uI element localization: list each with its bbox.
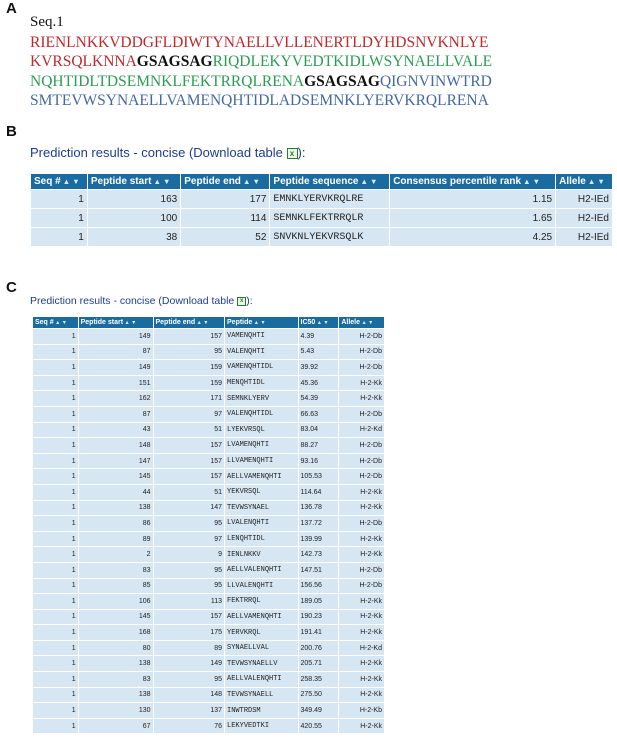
column-header-label: Peptide start xyxy=(80,319,124,326)
column-header-label: Peptide start xyxy=(90,176,152,187)
table-cell: 189.05 xyxy=(298,594,339,610)
table-cell: 1 xyxy=(33,500,79,516)
table-cell: H-2-Db xyxy=(339,453,385,469)
sequence-segment: KVRSQLKNNA xyxy=(30,53,137,70)
sequence-segment: RIQDLEKYVEDTKIDLWSYNAELLVALE xyxy=(212,53,493,70)
table-cell: 89 xyxy=(78,531,153,547)
table-cell: 258.35 xyxy=(298,672,339,688)
table-cell: 148 xyxy=(78,438,153,454)
table-cell: H-2-Kk xyxy=(339,718,385,734)
sort-arrows-icon[interactable]: ▲ ▼ xyxy=(151,177,171,186)
table-row xyxy=(33,422,385,438)
table-cell: H-2-Db xyxy=(339,516,385,532)
table-cell: 168 xyxy=(78,625,153,641)
table-row xyxy=(31,209,613,228)
table-cell: 138 xyxy=(78,687,153,703)
table-cell: H-2-Kk xyxy=(339,687,385,703)
table-cell: 4.25 xyxy=(390,228,556,247)
column-header-label: Seq # xyxy=(34,176,61,187)
table-cell: 147 xyxy=(78,453,153,469)
excel-icon[interactable]: x xyxy=(287,148,298,159)
table-row xyxy=(33,703,385,719)
table-cell: 113 xyxy=(153,594,225,610)
table-cell: VAMENQHTIDL xyxy=(225,360,299,376)
table-cell: 163 xyxy=(87,190,180,209)
table-cell: 1 xyxy=(33,687,79,703)
table-cell: 1.15 xyxy=(390,190,556,209)
table-cell: TEVWSYNAEL xyxy=(225,500,299,516)
table-cell: 85 xyxy=(78,578,153,594)
table-cell: 1 xyxy=(33,718,79,734)
table-cell: H-2-Db xyxy=(339,578,385,594)
table-row xyxy=(31,228,613,247)
table-cell: H-2-Kk xyxy=(339,484,385,500)
table-cell: H-2-Kd xyxy=(339,422,385,438)
table-cell: 275.50 xyxy=(298,687,339,703)
table-cell: H-2-Kk xyxy=(339,609,385,625)
table-cell: IENLNKKV xyxy=(225,547,299,563)
table-cell: 1 xyxy=(33,531,79,547)
sequence-segment: SMTEVWSYNAELLVAMENQHTIDLADSEMNKLYERVKRQLRENA xyxy=(30,92,489,109)
table-cell: H-2-Db xyxy=(339,344,385,360)
table-cell: 1 xyxy=(33,594,79,610)
title-suffix: ): xyxy=(246,295,253,307)
table-cell: 157 xyxy=(153,329,225,345)
table-cell: 1 xyxy=(33,609,79,625)
column-header-label: Peptide sequence xyxy=(273,176,359,187)
table-cell: 66.63 xyxy=(298,406,339,422)
table-cell: H2-IEd xyxy=(556,190,613,209)
table-cell: 1 xyxy=(33,625,79,641)
excel-icon[interactable]: x xyxy=(237,297,246,306)
table-row xyxy=(33,391,385,407)
table-cell: 1 xyxy=(33,375,79,391)
column-header-label: Peptide end xyxy=(155,319,196,326)
sort-arrows-icon[interactable]: ▲ ▼ xyxy=(358,177,378,186)
column-header[interactable] xyxy=(181,174,270,190)
table-cell: 1 xyxy=(33,453,79,469)
table-cell: 51 xyxy=(153,422,225,438)
table-row xyxy=(33,406,385,422)
table-cell: H-2-Db xyxy=(339,562,385,578)
table-cell: 105.53 xyxy=(298,469,339,485)
table-cell: 76 xyxy=(153,718,225,734)
table-cell: LLVAMENQHTI xyxy=(225,453,299,469)
table-cell: 52 xyxy=(181,228,270,247)
table-cell: 106 xyxy=(78,594,153,610)
table-cell: LYEKVRSQL xyxy=(225,422,299,438)
sequence-line xyxy=(30,52,492,72)
table-cell: 142.73 xyxy=(298,547,339,563)
table-row xyxy=(33,531,385,547)
table-cell: 149 xyxy=(78,329,153,345)
table-cell: 87 xyxy=(78,406,153,422)
table-cell: 1 xyxy=(33,329,79,345)
table-cell: 1 xyxy=(33,406,79,422)
table-row xyxy=(33,594,385,610)
column-header-label: Allele xyxy=(341,319,361,326)
table-row xyxy=(33,547,385,563)
sort-arrows-icon[interactable]: ▲ ▼ xyxy=(315,320,329,326)
table-cell: 95 xyxy=(153,344,225,360)
table-cell: 5.43 xyxy=(298,344,339,360)
table-cell: H-2-Kb xyxy=(339,703,385,719)
table-cell: 1 xyxy=(33,344,79,360)
table-row xyxy=(33,562,385,578)
table-row xyxy=(31,190,613,209)
sequence-line xyxy=(30,33,492,53)
table-cell: 1 xyxy=(33,672,79,688)
sort-arrows-icon[interactable]: ▲ ▼ xyxy=(360,320,374,326)
table-cell: 83 xyxy=(78,672,153,688)
table-cell: 114.64 xyxy=(298,484,339,500)
table-cell: H-2-Kk xyxy=(339,531,385,547)
table-cell: 88.27 xyxy=(298,438,339,454)
sort-arrows-icon[interactable]: ▲ ▼ xyxy=(585,177,605,186)
table-cell: 95 xyxy=(153,562,225,578)
table-cell: 137 xyxy=(153,703,225,719)
column-header-label: Peptide end xyxy=(184,176,241,187)
table-header-row xyxy=(33,317,385,329)
table-cell: 159 xyxy=(153,360,225,376)
column-header[interactable] xyxy=(33,317,79,329)
table-cell: 83 xyxy=(78,562,153,578)
download-table-link[interactable]: Download table xyxy=(193,145,283,160)
sort-arrows-icon[interactable]: ▲ ▼ xyxy=(521,177,541,186)
table-cell: 157 xyxy=(153,469,225,485)
sequence-segment: NQHTIDLTDSEMNKLFEKTRRQLRENA xyxy=(30,72,305,90)
table-cell: 130 xyxy=(78,703,153,719)
table-cell: 171 xyxy=(153,391,225,407)
results-table-b xyxy=(30,173,613,247)
sequence-line xyxy=(30,72,492,92)
column-header-label: Allele xyxy=(559,176,586,187)
table-cell: SYNAELLVAL xyxy=(225,640,299,656)
table-body xyxy=(31,190,613,247)
table-row xyxy=(33,469,385,485)
table-cell: 93.16 xyxy=(298,453,339,469)
table-row xyxy=(33,687,385,703)
linker-segment: GSAGSAG xyxy=(304,72,380,90)
table-cell: LLVALENQHTI xyxy=(225,578,299,594)
table-cell: EMNKLYERVKRQLRE xyxy=(270,190,390,209)
table-cell: 1.65 xyxy=(390,209,556,228)
table-cell: H-2-Kk xyxy=(339,500,385,516)
table-cell: 1 xyxy=(33,422,79,438)
sort-arrows-icon[interactable]: ▲ ▼ xyxy=(240,177,260,186)
table-cell: VAMENQHTI xyxy=(225,329,299,345)
table-cell: 147.51 xyxy=(298,562,339,578)
title-prefix: Prediction results - concise ( xyxy=(30,295,162,307)
table-row xyxy=(33,718,385,734)
panel-letter-a: A xyxy=(6,0,17,17)
table-cell: 138 xyxy=(78,500,153,516)
table-cell: 190.23 xyxy=(298,609,339,625)
table-cell: 136.78 xyxy=(298,500,339,516)
table-cell: 149 xyxy=(153,656,225,672)
table-cell: 86 xyxy=(78,516,153,532)
table-cell: INWTRDSM xyxy=(225,703,299,719)
table-cell: H2-IEd xyxy=(556,228,613,247)
table-cell: 145 xyxy=(78,609,153,625)
table-cell: 159 xyxy=(153,375,225,391)
table-cell: 1 xyxy=(31,209,88,228)
table-row xyxy=(33,640,385,656)
table-row xyxy=(33,672,385,688)
table-row xyxy=(33,516,385,532)
table-cell: 162 xyxy=(78,391,153,407)
table-cell: VALENQHTI xyxy=(225,344,299,360)
table-cell: 1 xyxy=(33,562,79,578)
table-cell: 67 xyxy=(78,718,153,734)
table-cell: 44 xyxy=(78,484,153,500)
download-table-link[interactable]: Download table xyxy=(161,295,235,307)
table-cell: 200.76 xyxy=(298,640,339,656)
table-cell: H-2-Kk xyxy=(339,375,385,391)
table-cell: H-2-Kk xyxy=(339,594,385,610)
table-row xyxy=(33,329,385,345)
table-cell: H-2-Kd xyxy=(339,640,385,656)
table-row xyxy=(33,453,385,469)
column-header[interactable] xyxy=(225,317,299,329)
table-row xyxy=(33,656,385,672)
table-cell: 1 xyxy=(33,391,79,407)
table-row xyxy=(33,578,385,594)
table-cell: 1 xyxy=(33,360,79,376)
results-table-c xyxy=(32,316,385,734)
table-cell: 147 xyxy=(153,500,225,516)
table-body xyxy=(33,329,385,734)
table-cell: 420.55 xyxy=(298,718,339,734)
table-cell: 157 xyxy=(153,453,225,469)
sort-arrows-icon[interactable]: ▲ ▼ xyxy=(252,320,266,326)
table-cell: 1 xyxy=(33,484,79,500)
table-cell: 1 xyxy=(33,547,79,563)
table-cell: 89 xyxy=(153,640,225,656)
sort-arrows-icon[interactable]: ▲ ▼ xyxy=(53,320,67,326)
column-header[interactable] xyxy=(270,174,390,190)
table-cell: 1 xyxy=(31,190,88,209)
sequence-title: Seq.1 xyxy=(30,14,64,30)
table-row xyxy=(33,500,385,516)
table-cell: 1 xyxy=(33,640,79,656)
table-cell: LVAMENQHTI xyxy=(225,438,299,454)
table-cell: 2 xyxy=(78,547,153,563)
table-cell: 80 xyxy=(78,640,153,656)
column-header-label: IC50 xyxy=(300,319,316,326)
table-cell: 157 xyxy=(153,609,225,625)
table-cell: H-2-Db xyxy=(339,360,385,376)
table-cell: LENQHTIDL xyxy=(225,531,299,547)
table-cell: VALENQHTIDL xyxy=(225,406,299,422)
table-row xyxy=(33,609,385,625)
table-row xyxy=(33,360,385,376)
table-cell: 139.99 xyxy=(298,531,339,547)
table-cell: H-2-Db xyxy=(339,469,385,485)
sequence-line xyxy=(30,91,492,111)
table-cell: H-2-Db xyxy=(339,329,385,345)
column-header-label: Consensus percentile rank xyxy=(393,176,522,187)
column-header[interactable] xyxy=(87,174,180,190)
panel-letter-b: B xyxy=(6,123,17,140)
table-cell: YERVKRQL xyxy=(225,625,299,641)
table-cell: TEVWSYNAELL xyxy=(225,687,299,703)
table-cell: 137.72 xyxy=(298,516,339,532)
table-cell: 1 xyxy=(33,703,79,719)
table-cell: LVALENQHTI xyxy=(225,516,299,532)
column-header-label: Seq # xyxy=(35,319,54,326)
table-cell: 191.41 xyxy=(298,625,339,641)
table-row xyxy=(33,484,385,500)
table-cell: 1 xyxy=(33,578,79,594)
column-header[interactable] xyxy=(298,317,339,329)
table-cell: SEMNKLYERV xyxy=(225,391,299,407)
table-cell: 95 xyxy=(153,578,225,594)
table-cell: 100 xyxy=(87,209,180,228)
linker-segment: GSAGSAG xyxy=(136,53,213,70)
table-cell: 54.39 xyxy=(298,391,339,407)
table-cell: TEVWSYNAELLV xyxy=(225,656,299,672)
sort-arrows-icon[interactable]: ▲ ▼ xyxy=(60,177,80,186)
sequence-lines xyxy=(30,33,492,111)
table-cell: 1 xyxy=(33,656,79,672)
column-header-label: Peptide xyxy=(227,319,253,326)
column-header[interactable] xyxy=(153,317,225,329)
table-cell: 175 xyxy=(153,625,225,641)
table-row xyxy=(33,438,385,454)
column-header[interactable] xyxy=(556,174,613,190)
prediction-title-c xyxy=(30,295,253,307)
table-row xyxy=(33,344,385,360)
table-cell: YEKVRSQL xyxy=(225,484,299,500)
table-cell: 1 xyxy=(33,516,79,532)
table-cell: 1 xyxy=(33,438,79,454)
table-cell: H2-IEd xyxy=(556,209,613,228)
sequence-block xyxy=(30,13,492,111)
table-cell: LEKYVEDTKI xyxy=(225,718,299,734)
column-header[interactable] xyxy=(78,317,153,329)
table-cell: 39.92 xyxy=(298,360,339,376)
table-cell: 177 xyxy=(181,190,270,209)
table-cell: 138 xyxy=(78,656,153,672)
table-cell: H-2-Db xyxy=(339,438,385,454)
table-cell: 87 xyxy=(78,344,153,360)
table-cell: MENQHTIDL xyxy=(225,375,299,391)
table-cell: AELLVALENQHTI xyxy=(225,562,299,578)
table-cell: 95 xyxy=(153,672,225,688)
table-cell: 156.56 xyxy=(298,578,339,594)
sequence-segment: QIGNVINWTRD xyxy=(379,72,492,90)
table-cell: H-2-Db xyxy=(339,406,385,422)
table-cell: 157 xyxy=(153,438,225,454)
table-cell: H-2-Kk xyxy=(339,656,385,672)
table-cell: AELLVAMENQHTI xyxy=(225,469,299,485)
table-cell: 145 xyxy=(78,469,153,485)
table-cell: SEMNKLFEKTRRQLR xyxy=(270,209,390,228)
table-row xyxy=(33,375,385,391)
table-cell: H-2-Kk xyxy=(339,391,385,407)
table-cell: 83.04 xyxy=(298,422,339,438)
table-cell: AELLVAMENQHTI xyxy=(225,609,299,625)
table-cell: 95 xyxy=(153,516,225,532)
column-header[interactable] xyxy=(390,174,556,190)
table-cell: FEKTRRQL xyxy=(225,594,299,610)
table-cell: 45.36 xyxy=(298,375,339,391)
title-suffix: ): xyxy=(297,145,306,160)
column-header[interactable] xyxy=(339,317,385,329)
column-header[interactable] xyxy=(31,174,88,190)
table-cell: 349.49 xyxy=(298,703,339,719)
table-cell: 149 xyxy=(78,360,153,376)
table-cell: 1 xyxy=(33,469,79,485)
table-cell: 9 xyxy=(153,547,225,563)
sequence-segment: RIENLNKKVDDGFLDIWTYNAELLVLLENERTLDYHDSNVKNLYE xyxy=(30,33,489,51)
title-prefix: Prediction results - concise ( xyxy=(30,145,194,160)
table-cell: 114 xyxy=(181,209,270,228)
table-cell: 205.71 xyxy=(298,656,339,672)
table-cell: H-2-Kk xyxy=(339,547,385,563)
table-cell: 151 xyxy=(78,375,153,391)
prediction-title-b xyxy=(30,145,305,160)
sort-arrows-icon[interactable]: ▲ ▼ xyxy=(123,320,137,326)
panel-letter-c: C xyxy=(6,279,17,296)
table-cell: H-2-Kk xyxy=(339,672,385,688)
table-cell: 97 xyxy=(153,531,225,547)
table-cell: 97 xyxy=(153,406,225,422)
table-row xyxy=(33,625,385,641)
table-cell: 43 xyxy=(78,422,153,438)
table-cell: H-2-Kk xyxy=(339,625,385,641)
table-cell: 51 xyxy=(153,484,225,500)
sort-arrows-icon[interactable]: ▲ ▼ xyxy=(195,320,209,326)
table-header-row xyxy=(31,174,613,190)
table-cell: SNVKNLYEKVRSQLK xyxy=(270,228,390,247)
table-cell: 1 xyxy=(31,228,88,247)
table-cell: 148 xyxy=(153,687,225,703)
table-cell: 38 xyxy=(87,228,180,247)
table-cell: AELLVALENQHTI xyxy=(225,672,299,688)
table-cell: 4.39 xyxy=(298,329,339,345)
